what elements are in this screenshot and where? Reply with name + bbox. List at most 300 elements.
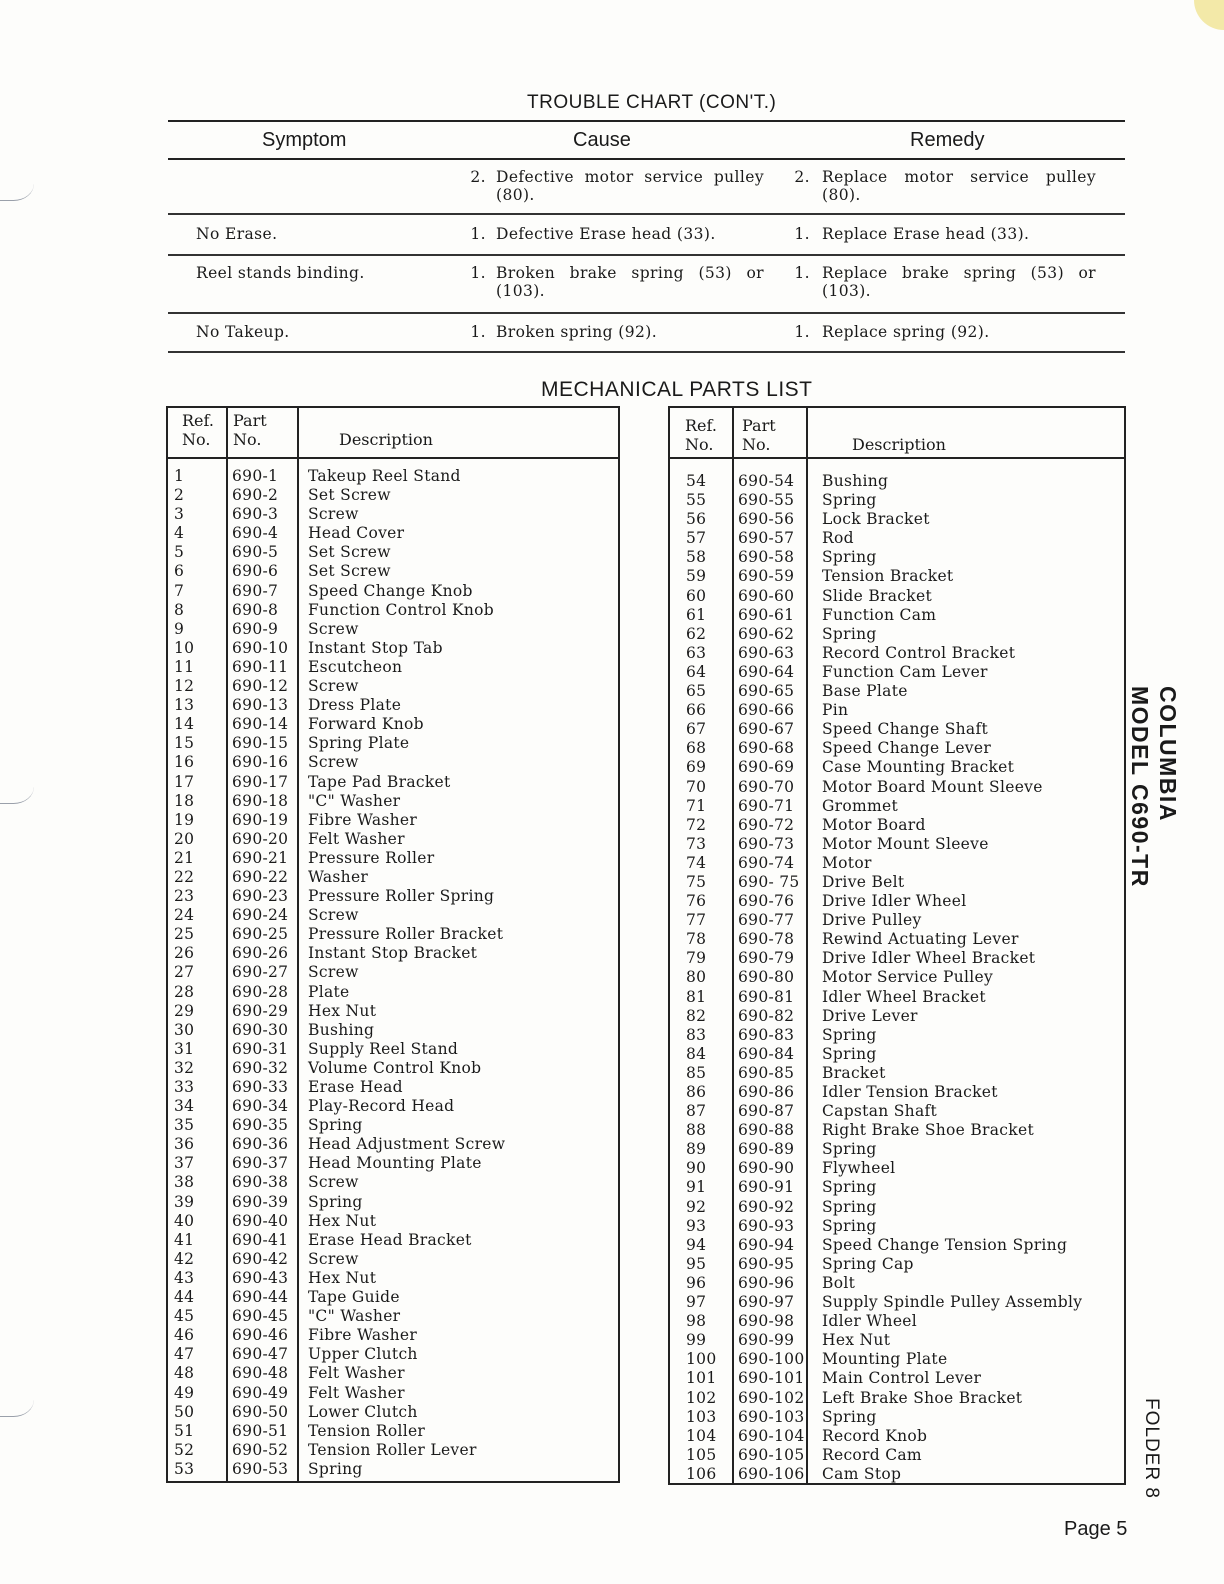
part-number: 690-92 (738, 1197, 795, 1216)
parts-row (670, 911, 1124, 930)
parts-row (168, 849, 618, 868)
part-description: Spring (822, 1216, 877, 1235)
part-description: Bolt (822, 1273, 856, 1292)
parts-row (168, 715, 618, 734)
parts-list-left (168, 467, 618, 1479)
ref-number: 103 (686, 1407, 717, 1426)
parts-row (670, 1408, 1124, 1427)
parts-row (670, 739, 1124, 758)
parts-row (168, 1002, 618, 1021)
parts-row (168, 887, 618, 906)
symptom-text: No Takeup. (196, 323, 290, 341)
part-description: Spring (822, 491, 877, 510)
ref-number: 78 (686, 930, 707, 949)
part-number: 690-100 (738, 1350, 805, 1369)
parts-row (168, 562, 618, 581)
ref-number: 12 (174, 677, 195, 696)
part-number: 690-47 (232, 1345, 289, 1364)
part-number: 690-87 (738, 1102, 795, 1121)
parts-row (670, 1102, 1124, 1121)
parts-row (670, 1331, 1124, 1350)
parts-row (168, 1403, 618, 1422)
part-description: Head Mounting Plate (308, 1154, 482, 1173)
ref-number: 83 (686, 1025, 707, 1044)
part-number: 690-34 (232, 1097, 289, 1116)
ref-number: 10 (174, 638, 195, 657)
ref-number: 62 (686, 624, 707, 643)
page-corner-marker (1194, 0, 1224, 30)
parts-row (168, 1326, 618, 1345)
ref-number: 28 (174, 982, 195, 1001)
part-number: 690-62 (738, 624, 795, 643)
part-number: 690-51 (232, 1421, 289, 1440)
cause-header: Cause (573, 129, 631, 151)
ref-number: 99 (686, 1331, 707, 1350)
parts-row (670, 510, 1124, 529)
ref-number: 25 (174, 925, 195, 944)
part-description: Screw (308, 963, 359, 982)
part-number: 690-97 (738, 1293, 795, 1312)
ref-number: 51 (174, 1421, 195, 1440)
symptom-header: Symptom (262, 129, 347, 151)
parts-row (168, 1441, 618, 1460)
parts-row (670, 892, 1124, 911)
part-number: 690-85 (738, 1063, 795, 1082)
ref-number: 106 (686, 1464, 717, 1483)
part-description: Spring (822, 548, 877, 567)
parts-row (168, 1345, 618, 1364)
parts-row (670, 1121, 1124, 1140)
trouble-chart-header (168, 120, 1125, 160)
part-number: 690-38 (232, 1173, 289, 1192)
parts-row (168, 1231, 618, 1250)
part-number: 690-80 (738, 968, 795, 987)
parts-table-left (166, 406, 620, 1483)
part-number: 690-45 (232, 1307, 289, 1326)
part-number: 690-11 (232, 657, 289, 676)
ref-number: 80 (686, 968, 707, 987)
parts-row (670, 778, 1124, 797)
part-header-line1: Part (233, 411, 267, 430)
part-number: 690-44 (232, 1288, 289, 1307)
part-number: 690-63 (738, 643, 795, 662)
part-number: 690-84 (738, 1044, 795, 1063)
part-description: Spring (822, 1407, 877, 1426)
parts-row (670, 625, 1124, 644)
part-number: 690-49 (232, 1383, 289, 1402)
part-number: 690-33 (232, 1078, 289, 1096)
ref-number: 32 (174, 1058, 195, 1077)
ref-number: 22 (174, 867, 195, 886)
parts-row (168, 963, 618, 982)
part-description: Function Control Knob (308, 600, 494, 619)
ref-number: 85 (686, 1063, 707, 1082)
parts-row (670, 1293, 1124, 1312)
ref-number: 74 (686, 853, 707, 872)
part-number: 690-71 (738, 796, 795, 815)
part-description: Felt Washer (308, 1364, 405, 1383)
parts-row (168, 639, 618, 658)
part-description: Forward Knob (308, 715, 424, 734)
part-description: Hex Nut (308, 1001, 377, 1020)
part-description: Base Plate (822, 682, 908, 701)
trouble-chart-title: TROUBLE CHART (CON'T.) (527, 92, 777, 113)
part-number: 690-70 (738, 777, 795, 796)
parts-row (168, 906, 618, 925)
part-description: Right Brake Shoe Bracket (822, 1121, 1034, 1140)
part-description: Erase Head (308, 1078, 403, 1096)
parts-row (168, 1173, 618, 1192)
part-description: Fibre Washer (308, 1326, 418, 1345)
parts-row (168, 1193, 618, 1212)
part-description: Spring (822, 1044, 877, 1063)
part-number: 690-35 (232, 1116, 289, 1135)
part-number: 690-96 (738, 1273, 795, 1292)
part-description: Case Mounting Bracket (822, 758, 1015, 777)
ref-number: 46 (174, 1326, 195, 1345)
part-number: 690-73 (738, 834, 795, 853)
ref-number: 104 (686, 1426, 717, 1445)
part-description: Speed Change Tension Spring (822, 1235, 1068, 1254)
ref-header (182, 411, 214, 449)
part-number: 690-14 (232, 715, 289, 734)
ref-number: 33 (174, 1078, 195, 1096)
ref-number: 4 (174, 524, 185, 543)
parts-row (670, 701, 1124, 720)
ref-number: 48 (174, 1364, 195, 1383)
parts-row (168, 1422, 618, 1441)
part-description: Head Cover (308, 524, 405, 543)
part-description: Bushing (308, 1020, 375, 1039)
part-description: Set Screw (308, 543, 391, 562)
parts-row (670, 854, 1124, 873)
parts-row (670, 1312, 1124, 1331)
parts-row (670, 529, 1124, 548)
part-number: 690-65 (738, 682, 795, 701)
part-description: "C" Washer (308, 1307, 401, 1326)
part-number: 690-1 (232, 467, 279, 485)
part-number: 690-66 (738, 701, 795, 720)
parts-row (168, 582, 618, 601)
parts-row (168, 696, 618, 715)
ref-number: 82 (686, 1006, 707, 1025)
ref-number: 11 (174, 657, 195, 676)
folder-label: FOLDER 8 (1141, 1398, 1162, 1499)
part-number: 690-64 (738, 662, 795, 681)
part-description: Pin (822, 701, 849, 720)
ref-number: 29 (174, 1001, 195, 1020)
description-header: Description (852, 435, 946, 454)
ref-number: 76 (686, 892, 707, 911)
part-number: 690-91 (738, 1178, 795, 1197)
ref-number: 6 (174, 562, 185, 581)
symptom-text: Reel stands binding. (196, 264, 365, 282)
part-number: 690-67 (738, 720, 795, 739)
part-number: 690-5 (232, 543, 279, 562)
part-description: Bushing (822, 472, 889, 490)
part-number: 690-12 (232, 677, 289, 696)
part-number: 690-76 (738, 892, 795, 911)
ref-number: 79 (686, 949, 707, 968)
part-description: Screw (308, 619, 359, 638)
ref-number: 75 (686, 872, 707, 891)
remedy-header: Remedy (910, 129, 985, 151)
ref-number: 105 (686, 1445, 717, 1464)
part-description: Spring (822, 624, 877, 643)
part-description: Speed Change Shaft (822, 720, 989, 739)
part-description: Motor (822, 853, 872, 872)
parts-row (670, 1083, 1124, 1102)
part-number: 690-24 (232, 906, 289, 925)
ref-number: 31 (174, 1039, 195, 1058)
remedy-number: 1. (794, 264, 810, 282)
part-number: 690-46 (232, 1326, 289, 1345)
remedy-text: Replace Erase head (33). (822, 225, 1030, 243)
part-number: 690-29 (232, 1001, 289, 1020)
parts-row (670, 835, 1124, 854)
parts-row (168, 1250, 618, 1269)
symptom-text: No Erase. (196, 225, 278, 243)
ref-number: 70 (686, 777, 707, 796)
part-description: Speed Change Lever (822, 739, 992, 758)
part-description: Screw (308, 906, 359, 925)
part-description: Pressure Roller Spring (308, 887, 495, 906)
part-description: Spring Plate (308, 734, 410, 753)
ref-number: 35 (174, 1116, 195, 1135)
ref-number: 14 (174, 715, 195, 734)
part-number: 690-43 (232, 1268, 289, 1287)
description-header: Description (339, 430, 433, 449)
ref-number: 13 (174, 696, 195, 715)
parts-row (670, 1255, 1124, 1274)
part-description: Volume Control Knob (308, 1058, 482, 1077)
ref-number: 34 (174, 1097, 195, 1116)
parts-row (168, 486, 618, 505)
parts-row (670, 548, 1124, 567)
part-description: Drive Lever (822, 1006, 918, 1025)
parts-row (670, 1446, 1124, 1465)
parts-row (670, 1007, 1124, 1026)
parts-table-right (668, 406, 1126, 1485)
part-description: Screw (308, 753, 359, 772)
ref-number: 73 (686, 834, 707, 853)
remedy-number: 2. (794, 168, 810, 186)
parts-row (670, 491, 1124, 510)
part-number: 690-52 (232, 1440, 289, 1459)
punch-hole-mark (0, 172, 34, 201)
part-description: Screw (308, 1173, 359, 1192)
cause-text: Broken spring (92). (496, 323, 658, 341)
parts-row (670, 1064, 1124, 1083)
part-number: 690-20 (232, 829, 289, 848)
part-number: 690-55 (738, 491, 795, 510)
part-description: Motor Service Pulley (822, 968, 994, 987)
parts-row (670, 758, 1124, 777)
part-description: Spring (822, 1197, 877, 1216)
trouble-row (168, 215, 1125, 256)
ref-number: 77 (686, 911, 707, 930)
ref-number: 98 (686, 1312, 707, 1331)
part-description: Function Cam (822, 605, 937, 624)
ref-number: 55 (686, 491, 707, 510)
parts-row (168, 601, 618, 620)
part-number: 690-93 (738, 1216, 795, 1235)
trouble-chart-table (168, 120, 1125, 353)
parts-row (168, 983, 618, 1002)
part-number: 690-89 (738, 1140, 795, 1159)
cause-number: 1. (470, 323, 486, 341)
parts-row (670, 797, 1124, 816)
part-description: Escutcheon (308, 657, 403, 676)
part-description: Instant Stop Tab (308, 638, 443, 657)
parts-row (168, 1021, 618, 1040)
ref-number: 88 (686, 1121, 707, 1140)
parts-row (168, 1269, 618, 1288)
part-description: Spring (308, 1459, 363, 1478)
part-number: 690-88 (738, 1121, 795, 1140)
parts-row (670, 1274, 1124, 1293)
part-description: Left Brake Shoe Bracket (822, 1388, 1023, 1407)
part-number: 690-99 (738, 1331, 795, 1350)
part-description: Speed Change Knob (308, 581, 473, 600)
parts-row (670, 873, 1124, 892)
parts-row (670, 567, 1124, 586)
part-number: 690-79 (738, 949, 795, 968)
part-description: Tape Guide (308, 1288, 400, 1307)
part-description: Pressure Roller Bracket (308, 925, 504, 944)
part-description: Plate (308, 982, 350, 1001)
parts-row (670, 1045, 1124, 1064)
part-number: 690-16 (232, 753, 289, 772)
part-description: Set Screw (308, 562, 391, 581)
ref-number: 56 (686, 510, 707, 529)
ref-number: 7 (174, 581, 185, 600)
part-number: 690-37 (232, 1154, 289, 1173)
part-number: 690-32 (232, 1058, 289, 1077)
parts-row (168, 1097, 618, 1116)
part-number: 690-98 (738, 1312, 795, 1331)
part-number: 690-48 (232, 1364, 289, 1383)
cause-number: 1. (470, 225, 486, 243)
ref-header (685, 416, 717, 454)
ref-number: 81 (686, 987, 707, 1006)
part-number: 690-22 (232, 867, 289, 886)
ref-number: 49 (174, 1383, 195, 1402)
parts-row (670, 1026, 1124, 1045)
ref-number: 20 (174, 829, 195, 848)
ref-number: 50 (174, 1402, 195, 1421)
parts-row (168, 811, 618, 830)
ref-number: 67 (686, 720, 707, 739)
part-number: 690-57 (738, 529, 795, 548)
part-description: Spring (822, 1025, 877, 1044)
ref-number: 18 (174, 791, 195, 810)
parts-row (670, 606, 1124, 625)
part-number: 690-59 (738, 567, 795, 586)
parts-row (168, 658, 618, 677)
part-number: 690-15 (232, 734, 289, 753)
part-number: 690-4 (232, 524, 279, 543)
part-number: 690-2 (232, 486, 279, 505)
parts-row (670, 930, 1124, 949)
ref-number: 71 (686, 796, 707, 815)
part-description: Flywheel (822, 1159, 896, 1178)
part-description: Spring Cap (822, 1254, 914, 1273)
part-number: 690-36 (232, 1135, 289, 1154)
part-description: Main Control Lever (822, 1369, 982, 1388)
remedy-number: 1. (794, 225, 810, 243)
part-number: 690-90 (738, 1159, 795, 1178)
part-description: Upper Clutch (308, 1345, 418, 1364)
part-description: Tension Roller Lever (308, 1440, 477, 1459)
ref-number: 17 (174, 772, 195, 791)
part-number: 690- 75 (738, 872, 800, 891)
ref-header-line1: Ref. (182, 411, 214, 430)
part-number: 690-69 (738, 758, 795, 777)
parts-row (168, 1040, 618, 1059)
ref-number: 60 (686, 586, 707, 605)
part-description: Tension Bracket (822, 567, 954, 586)
part-number: 690-95 (738, 1254, 795, 1273)
parts-row (670, 1236, 1124, 1255)
part-description: Play-Record Head (308, 1097, 455, 1116)
ref-number: 5 (174, 543, 185, 562)
ref-number: 19 (174, 810, 195, 829)
part-number: 690-94 (738, 1235, 795, 1254)
part-number: 690-77 (738, 911, 795, 930)
ref-number: 43 (174, 1268, 195, 1287)
parts-row (670, 1350, 1124, 1369)
ref-number: 100 (686, 1350, 717, 1369)
part-description: Mounting Plate (822, 1350, 948, 1369)
parts-row (670, 1369, 1124, 1388)
ref-number: 53 (174, 1459, 195, 1478)
part-header-line2: No. (233, 430, 262, 449)
part-description: Hex Nut (308, 1268, 377, 1287)
parts-row (670, 1159, 1124, 1178)
parts-row (670, 1178, 1124, 1197)
remedy-number: 1. (794, 323, 810, 341)
part-number: 690-102 (738, 1388, 805, 1407)
model-name: MODEL C690-TR (1127, 686, 1153, 888)
part-number: 690-58 (738, 548, 795, 567)
page-number: Page 5 (1064, 1518, 1128, 1540)
parts-row (670, 1389, 1124, 1408)
ref-number: 65 (686, 682, 707, 701)
parts-row (168, 944, 618, 963)
parts-row (670, 816, 1124, 835)
parts-row (168, 1116, 618, 1135)
part-number: 690-41 (232, 1230, 289, 1249)
part-description: Instant Stop Bracket (308, 944, 478, 963)
part-description: Tension Roller (308, 1421, 426, 1440)
part-description: Grommet (822, 796, 899, 815)
ref-number: 40 (174, 1211, 195, 1230)
parts-row (168, 620, 618, 639)
part-number: 690-86 (738, 1083, 795, 1101)
parts-row (168, 830, 618, 849)
ref-number: 26 (174, 944, 195, 963)
part-description: Lower Clutch (308, 1402, 418, 1421)
part-number: 690-31 (232, 1039, 289, 1058)
parts-row (670, 720, 1124, 739)
part-description: Motor Board Mount Sleeve (822, 777, 1043, 796)
parts-row (670, 1465, 1124, 1484)
part-description: Slide Bracket (822, 586, 932, 605)
ref-number: 36 (174, 1135, 195, 1154)
cause-text: Defective Erase head (33). (496, 225, 716, 243)
parts-row (670, 988, 1124, 1007)
